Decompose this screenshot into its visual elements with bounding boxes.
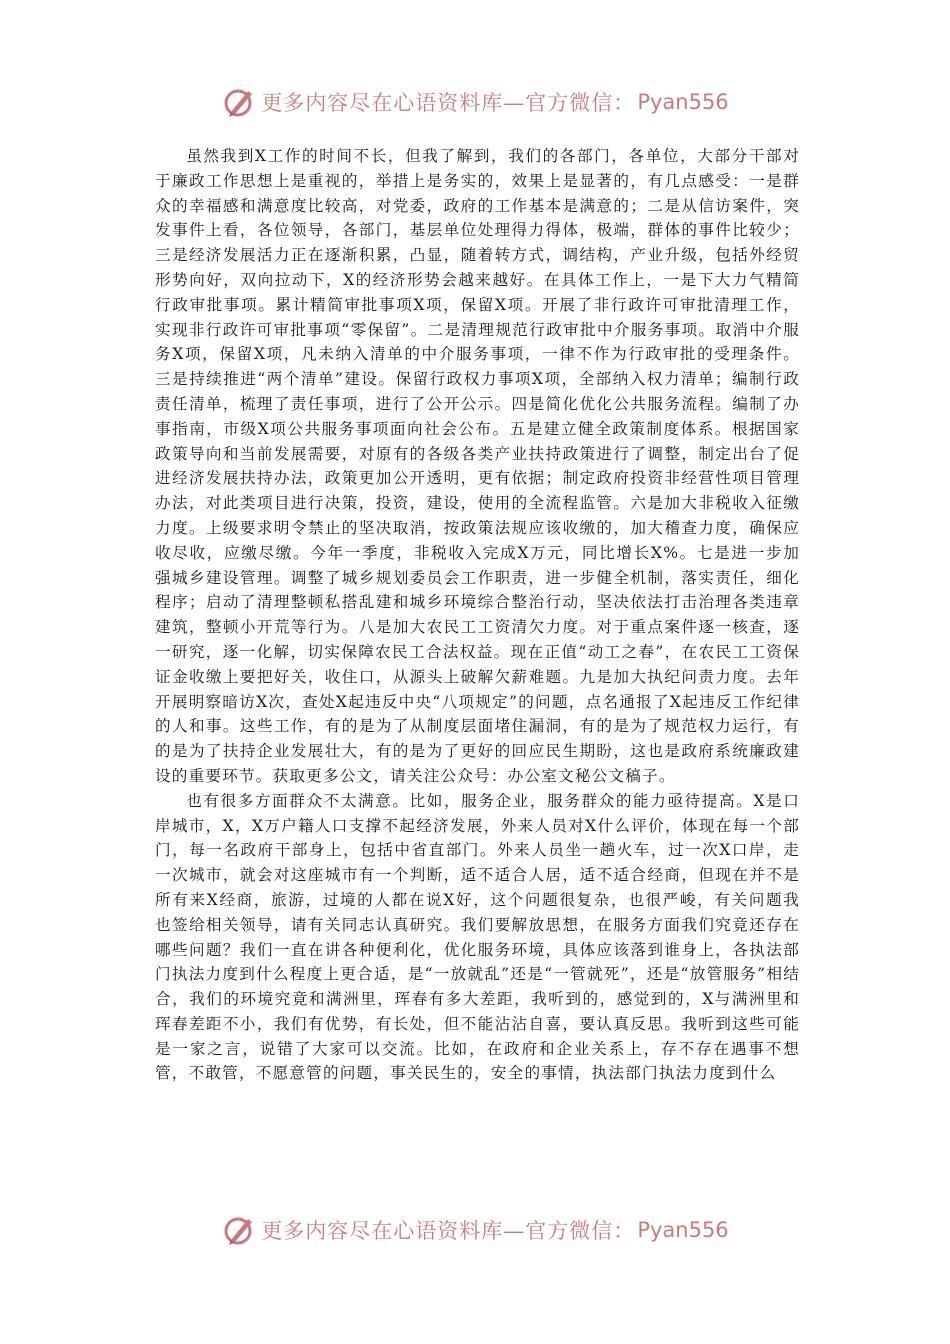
paragraph-1: 虽然我到X工作的时间不长，但我了解到，我们的各部门，各单位，大部分干部对于廉政工作思想上是重视的，举措上是务实的，效果上是显著的，有几点感受：一是群众的幸福感和满意度比较高，对党委，政府的工作基本是满意的；二是从信访案件，突发事件上看，各位领导，各部门，基层单位处理得力得体，极端，群体的事件比较少；三是经济发展活力正在逐渐积累，凸显，随着转方式，调结构，产业升级，包括外经贸形势向好，双向拉动下，X的经济形势会越来越好。在具体工作上，一是下大力气精简行政审批事项。累计精简审批事项X项，保留X项。开展了非行政许可审批清理工作，实现非行政许可审批事项“零保留”。二是清理规范行政审批中介服务事项。取消中介服务X项，保留X项，凡未纳入清单的中介服务事项，一律不作为行政审批的受理条件。三是持续推进“两个清单”建设。保留行政权力事项X项，全部纳入权力清单；编制行政责任清单，梳理了责任事项，进行了公开公示。四是简化优化公共服务流程。编制了办事指南，市级X项公共服务事项面向社会公布。五是建立健全政策制度体系。根据国家政策导向和当前发展需要，对原有的各级各类产业扶持政策进行了调整，制定出台了促进经济发展扶持办法，政策更加公开透明，更有依据；制定政府投资非经营性项目管理办法，对此类项目进行决策，投资，建设，使用的全流程监管。六是加大非税收入征缴力度。上级要求明令禁止的坚决取消，按政策法规应该收缴的，加大稽查力度，确保应收尽收，应缴尽缴。今年一季度，非税收入完成X万元，同比增长X%。七是进一步加强城乡建设管理。调整了城乡规划委员会工作职责，进一步健全机制，落实责任，细化程序；启动了清理整顿私搭乱建和城乡环境综合整治行动，坚决依法打击治理各类违章建筑，整顿小开荒等行为。八是加大农民工工资清欠力度。对于重点案件逐一核查，逐一研究，逐一化解，切实保障农民工合法权益。现在正值“动工之春”，在农民工工资保证金收缴上要把好关，收住口，从源头上破解欠薪难题。九是加大执纪问责力度。去年开展明察暗访X次，查处X起违反中央“八项规定”的问题，点名通报了X起违反工作纪律的人和事。这些工作，有的是为了从制度层面堵住漏洞，有的是为了规范权力运行，有的是为了扶持企业发展壮大，有的是为了更好的回应民生期盼，这也是政府系统廉政建设的重要环节。获取更多公文，请关注公众号：办公室文秘公文稿子。: [155, 147, 800, 785]
pen-circle-logo-icon: [221, 84, 257, 120]
footer-banner: [0, 1210, 950, 1250]
footer-wechat-id: Pyan556: [637, 1218, 729, 1242]
header-wechat-id: Pyan556: [637, 90, 729, 114]
header-banner-text: 更多内容尽在心语资料库—官方微信：: [261, 91, 636, 115]
paragraph-2: 也有很多方面群众不太满意。比如，服务企业，服务群众的能力亟待提高。X是口岸城市，X，X万户籍人口支撑不起经济发展，外来人员对X什么评价，体现在每一个部门，每一名政府干部身上，包括中省直部门。外来人员坐一趟火车，过一次X口岸，走一次城市，就会对这座城市有一个判断，适不适合人居，适不适合经商，但现在并不是所有来X经商，旅游，过境的人都在说X好，这个问题很复杂，也很严峻，有关问题我也签给相关领导，请有关同志认真研究。我们要解放思想，在服务方面我们究竟还存在哪些问题？我们一直在讲各种便利化，优化服务环境，具体应该落到谁身上，各执法部门执法力度到什么程度上更合适，是“一放就乱”还是“一管就死”，还是“放管服务”相结合，我们的环境究竟和满洲里，珲春有多大差距，我听到的，感觉到的，X与满洲里和珲春差距不小，我们有优势，有长处，但不能沾沾自喜，要认真反思。我听到这些可能是一家之言，说错了大家可以交流。比如，在政府和企业关系上，存不存在遇事不想管，不敢管，不愿意管的问题，事关民生的，安全的事情，执法部门执法力度到什么: [155, 791, 800, 1083]
document-body: [155, 144, 800, 1086]
pen-circle-logo-icon: [221, 1212, 257, 1248]
header-banner: [0, 82, 950, 122]
footer-banner-text: 更多内容尽在心语资料库—官方微信：: [261, 1219, 636, 1243]
